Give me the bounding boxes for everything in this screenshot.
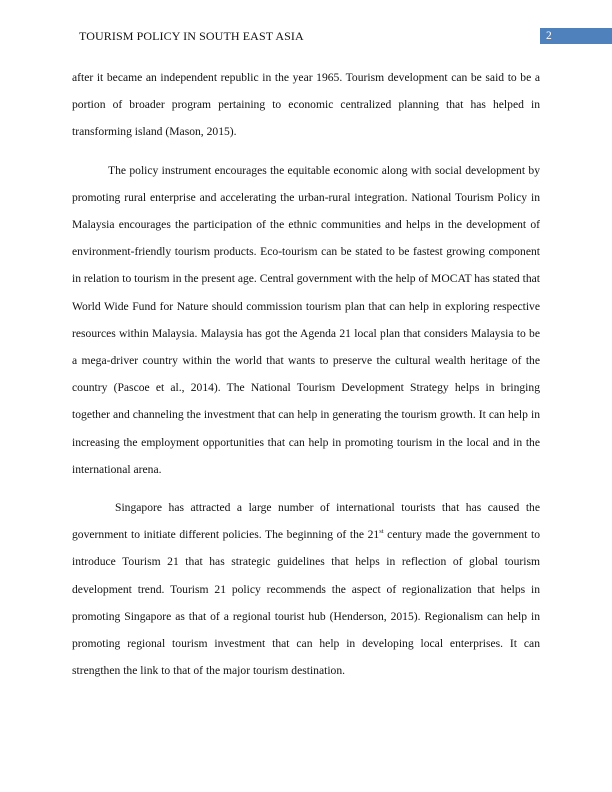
running-head-title: TOURISM POLICY IN SOUTH EAST ASIA [79, 29, 304, 43]
paragraph-1: after it became an independent republic in the year 1965. Tourism development can be said to be a portion of broader program pertaining to economic centralized planning that has helped in transforming island (Mason, 2015). [72, 71, 540, 139]
paragraph-2: The policy instrument encourages the equitable economic along with social development by promoting rural enterprise and accelerating the urban-rural integration. National Tourism Policy in Malaysia encourages the participation of the ethnic communities and helps in the development of environment-friendly tourism products. Eco-tourism can be stated to be fastest growing component in relation to tourism in the present age. Central government with the help of MOCAT has stated that World Wide Fund for Nature should commission tourism plan that can help in exploring respective resources within Malaysia. Malaysia has got the Agenda 21 local plan that considers Malaysia to be a mega-driver country within the world that wants to preserve the cultural wealth heritage of the country (Pascoe et al., 2014). The National Tourism Development Strategy helps in bringing together and channeling the investment that can help in generating the tourism growth. It can help in increasing the employment opportunities that can help in promoting tourism in the local and in the international arena. [72, 163, 540, 476]
page-number-badge: 2 [540, 28, 612, 44]
ordinal-superscript: st [379, 528, 384, 536]
paragraph-3-text-start: Singapore has attracted a large number of international tourists that has caused the government to initiate different policies. The beginning of the 21 [72, 501, 540, 542]
document-body [72, 64, 540, 684]
page-header [0, 0, 612, 48]
paragraph-3 [72, 494, 540, 684]
paragraph-3-text-end: century made the government to introduce Tourism 21 that has strategic guidelines that helps in reflection of global tourism development trend. Tourism 21 policy recommends the aspect of regionalization that helps in promoting Singapore as that of a regional tourist hub (Henderson, 2015). Regionalism can help in promoting regional tourism investment that can help in developing local enterprises. It can strengthen the link to that of the major tourism destination. [72, 528, 540, 678]
